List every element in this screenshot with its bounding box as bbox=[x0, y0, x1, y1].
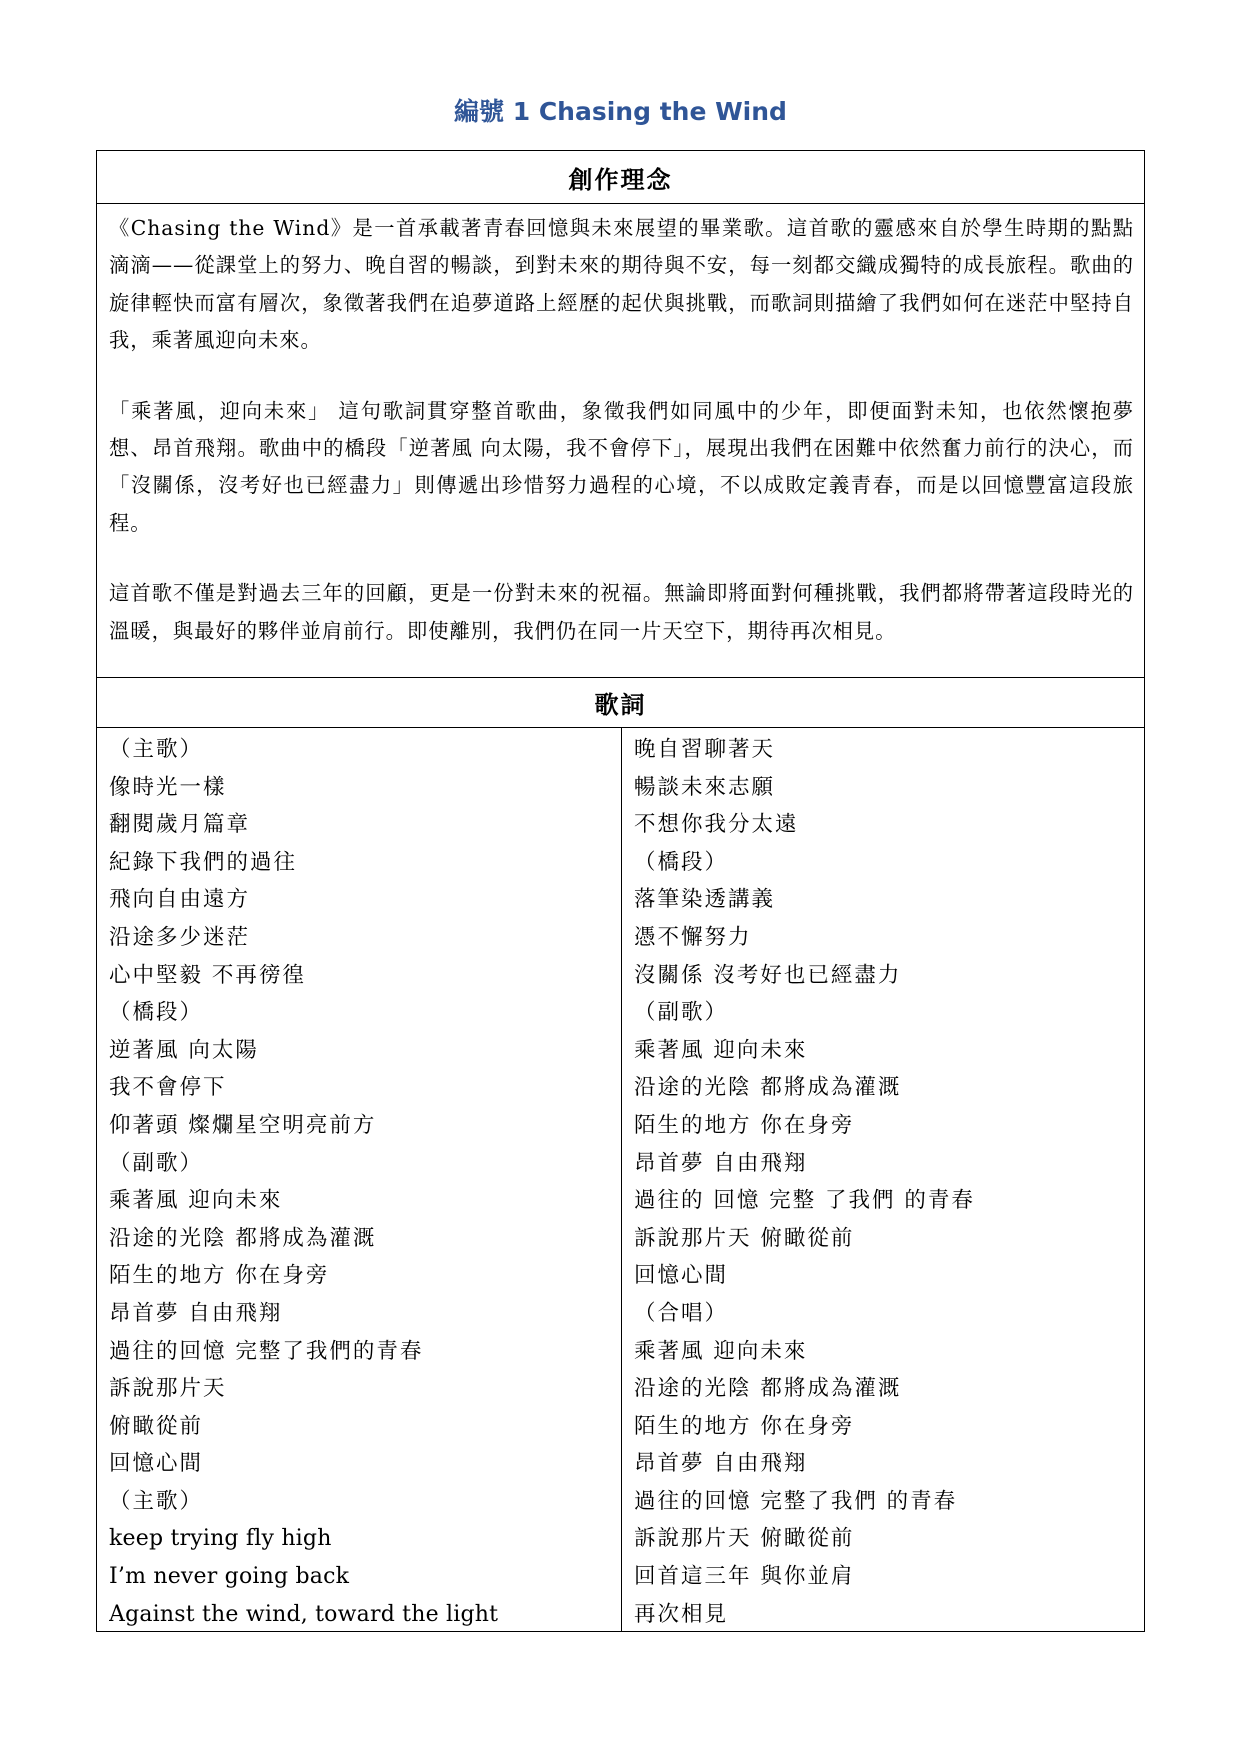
lyric-line: 沒關係 沒考好也已經盡力 bbox=[634, 962, 902, 988]
lyric-line: 乘著風 迎向未來 bbox=[634, 1338, 808, 1364]
lyric-line: 過往的回憶 完整了我們的青春 bbox=[109, 1338, 424, 1364]
lyric-line: Against the wind, toward the light bbox=[109, 1601, 499, 1627]
lyric-line: （合唱） bbox=[634, 1300, 729, 1326]
lyric-line: 沿途的光陰 都將成為灌溉 bbox=[109, 1225, 377, 1251]
lyric-line: 俯瞰從前 bbox=[109, 1413, 204, 1439]
lyrics-column-left bbox=[97, 728, 622, 1631]
lyric-line: 我不會停下 bbox=[109, 1075, 227, 1101]
lyric-line: 不想你我分太遠 bbox=[634, 812, 799, 838]
lyric-line: 再次相見 bbox=[634, 1601, 729, 1627]
lyric-line: 像時光一樣 bbox=[109, 774, 227, 800]
lyric-line: 訴說那片天 bbox=[109, 1376, 227, 1402]
lyric-line: 回憶心間 bbox=[109, 1451, 204, 1477]
lyric-line: 紀錄下我們的過往 bbox=[109, 849, 298, 875]
lyric-line: 昂首夢 自由飛翔 bbox=[634, 1451, 808, 1477]
lyrics-grid bbox=[97, 728, 1144, 1631]
concept-body bbox=[97, 204, 1144, 678]
lyric-line: 過往的 回憶 完整 了我們 的青春 bbox=[634, 1188, 975, 1214]
lyric-line: 仰著頭 燦爛星空明亮前方 bbox=[109, 1112, 377, 1138]
lyric-line: 翻閱歲月篇章 bbox=[109, 812, 251, 838]
lyric-line: （副歌） bbox=[634, 1000, 729, 1026]
lyric-line: 陌生的地方 你在身旁 bbox=[634, 1112, 855, 1138]
lyric-line: keep trying fly high bbox=[109, 1526, 332, 1552]
concept-heading: 創作理念 bbox=[97, 151, 1144, 204]
lyric-line: 落筆染透講義 bbox=[634, 887, 776, 913]
lyric-line: 訴說那片天 俯瞰從前 bbox=[634, 1526, 855, 1552]
lyric-line: 陌生的地方 你在身旁 bbox=[634, 1413, 855, 1439]
lyrics-column-right bbox=[622, 728, 1144, 1631]
lyric-line: 暢談未來志願 bbox=[634, 774, 776, 800]
lyric-line: 沿途多少迷茫 bbox=[109, 924, 251, 950]
lyric-line: 昂首夢 自由飛翔 bbox=[109, 1300, 283, 1326]
page-title: 編號 1 Chasing the Wind bbox=[454, 97, 787, 126]
lyric-line: 沿途的光陰 都將成為灌溉 bbox=[634, 1075, 902, 1101]
concept-paragraph: 《Chasing the Wind》是一首承載著青春回憶與未來展望的畢業歌。這首歌的靈感來自於學生時期的點點滴滴——從課堂上的努力、晚自習的暢談，到對未來的期待與不安，每一刻都交織成獨特的成長旅程。歌曲的旋律輕快而富有層次，象徵著我們在追夢道路上經歷的起伏與挑戰，而歌詞則描繪了我們如何在迷茫中堅持自我，乘著風迎向未來。 bbox=[109, 216, 1134, 353]
lyric-line: （橋段） bbox=[634, 849, 729, 875]
lyric-line: 逆著風 向太陽 bbox=[109, 1037, 259, 1063]
lyric-line: （橋段） bbox=[109, 1000, 204, 1026]
lyric-line: 昂首夢 自由飛翔 bbox=[634, 1150, 808, 1176]
lyric-line: 回憶心間 bbox=[634, 1263, 729, 1289]
lyric-line: 憑不懈努力 bbox=[634, 924, 752, 950]
lyrics-heading: 歌詞 bbox=[97, 678, 1144, 728]
lyric-line: （副歌） bbox=[109, 1150, 204, 1176]
lyric-line: 訴說那片天 俯瞰從前 bbox=[634, 1225, 855, 1251]
lyric-line: I’m never going back bbox=[109, 1564, 350, 1590]
lyric-line: 回首這三年 與你並肩 bbox=[634, 1564, 855, 1590]
lyric-line: 心中堅毅 不再徬徨 bbox=[109, 962, 306, 988]
song-table bbox=[96, 150, 1145, 1632]
lyric-line: 陌生的地方 你在身旁 bbox=[109, 1263, 330, 1289]
lyric-line: （主歌） bbox=[109, 737, 204, 762]
lyric-line: 沿途的光陰 都將成為灌溉 bbox=[634, 1376, 902, 1402]
concept-paragraph: 「乘著風，迎向未來」 這句歌詞貫穿整首歌曲，象徵我們如同風中的少年，即便面對未知，也依然懷抱夢想、昂首飛翔。歌曲中的橋段「逆著風 向太陽，我不會停下」，展現出我們在困難中依然奮力前行的決心，而「沒關係，沒考好也已經盡力」則傳遞出珍惜努力過程的心境，不以成敗定義青春，而是以回憶豐富這段旅程。 bbox=[109, 398, 1134, 535]
lyric-line: 乘著風 迎向未來 bbox=[109, 1188, 283, 1214]
lyric-line: 晚自習聊著天 bbox=[634, 737, 776, 762]
lyric-line: （主歌） bbox=[109, 1488, 204, 1514]
lyric-line: 過往的回憶 完整了我們 的青春 bbox=[634, 1488, 958, 1514]
concept-paragraph: 這首歌不僅是對過去三年的回顧，更是一份對未來的祝福。無論即將面對何種挑戰，我們都將帶著這段時光的溫暖，與最好的夥伴並肩前行。即使離別，我們仍在同一片天空下，期待再次相見。 bbox=[109, 581, 1134, 643]
lyric-line: 飛向自由遠方 bbox=[109, 887, 251, 913]
lyric-line: 乘著風 迎向未來 bbox=[634, 1037, 808, 1063]
